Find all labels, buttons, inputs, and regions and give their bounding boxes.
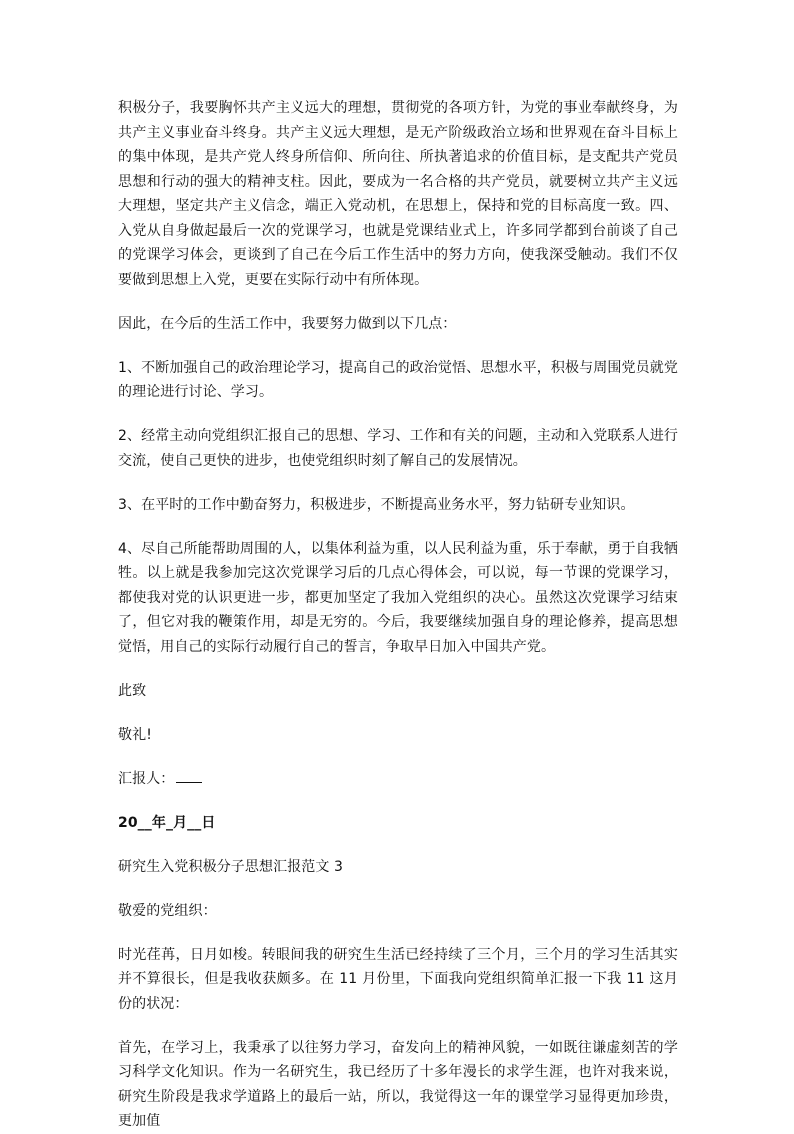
reporter-signature-blank bbox=[176, 770, 202, 783]
section-title: 研究生入党积极分子思想汇报范文 3 bbox=[118, 858, 344, 875]
document-page bbox=[118, 96, 678, 1134]
paragraph-point-2: 2、经常主动向党组织汇报自己的思想、学习、工作和有关的问题，主动和入党联系人进行交流，使自己更快的进步，也使党组织时刻了解自己的发展情况。 bbox=[118, 428, 678, 469]
paragraph-point-3: 3、在平时的工作中勤奋努力，积极进步，不断提高业务水平，努力钻研专业知识。 bbox=[118, 496, 635, 513]
reporter-label: 汇报人： bbox=[118, 770, 175, 787]
greeting-line: 敬爱的党组织： bbox=[118, 902, 217, 919]
reporter-line bbox=[118, 767, 678, 792]
closing-salutation: 此致 bbox=[118, 682, 147, 699]
closing-regards: 敬礼! bbox=[118, 726, 152, 743]
paragraph-intro-points: 因此，在今后的生活工作中，我要努力做到以下几点： bbox=[118, 315, 457, 332]
paragraph-point-4: 4、尽自己所能帮助周围的人，以集体利益为重，以人民利益为重，乐于奉献，勇于自我牺牲。以上就是我参加完这次党课学习后的几点心得体会，可以说，每一节课的党课学习，都使我对党的认识更进一步，都更加坚定了我加入党组织的决心。虽然这次党课学习结束了，但它对我的鞭策作用，却是无穷的。今后，我要继续加强自身的理论修养，提高思想觉悟，用自己的实际行动履行自己的誓言，争取早日加入中国共产党。 bbox=[118, 540, 678, 655]
date-line: 20__年_月__日 bbox=[118, 814, 216, 831]
paragraph-ideals: 积极分子，我要胸怀共产主义远大的理想，贯彻党的各项方针，为党的事业奉献终身，为共产主义事业奋斗终身。共产主义远大理想，是无产阶级政治立场和世界观在奋斗目标上的集中体现，是共产党人终身所信仰、所向往、所执著追求的价值目标，是支配共产党员思想和行动的强大的精神支柱。因此，要成为一名合格的共产党员，就要树立共产主义远大理想，坚定共产主义信念，端正入党动机，在思想上，保持和党的目标高度一致。四、入党从自身做起最后一次的党课学习，也就是党课结业式上，许多同学都到台前谈了自己的党课学习体会，更谈到了自己在今后工作生活中的努力方向，使我深受触动。我们不仅要做到思想上入党，更要在实际行动中有所体现。 bbox=[118, 100, 678, 288]
paragraph-time-flies: 时光荏苒，日月如梭。转眼间我的研究生生活已经持续了三个月，三个月的学习生活其实并不算很长，但是我收获颇多。在 11 月份里，下面我向党组织简单汇报一下我 11 这月份的状况： bbox=[118, 946, 678, 1012]
paragraph-study: 首先，在学习上，我秉承了以往努力学习，奋发向上的精神风貌，一如既往谦虚刻苦的学习科学文化知识。作为一名研究生，我已经历了十多年漫长的求学生涯，也许对我来说，研究生阶段是我求学道路上的最后一站，所以，我觉得这一年的课堂学习显得更加珍贵，更加值 bbox=[118, 1039, 678, 1129]
paragraph-point-1: 1、不断加强自己的政治理论学习，提高自己的政治觉悟、思想水平，积极与周围党员就党的理论进行讨论、学习。 bbox=[118, 359, 678, 400]
